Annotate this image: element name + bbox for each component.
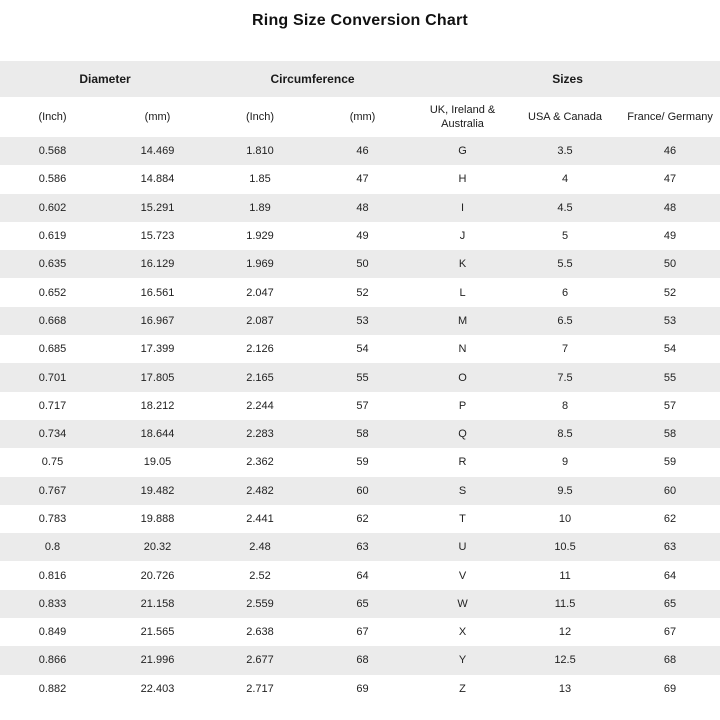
cell-size-usa-canada: 4 xyxy=(561,173,569,186)
cell-size-uk-ireland-australia: M xyxy=(457,314,468,327)
cell-diameter-inch: 0.652 xyxy=(38,286,67,299)
cell-circumference-inch: 2.559 xyxy=(246,597,274,610)
cell-size-uk-ireland-australia: N xyxy=(458,343,467,356)
cell-circumference-mm: 62 xyxy=(356,513,369,525)
cell-circumference-mm: 54 xyxy=(356,343,369,356)
cell-circumference-mm: 68 xyxy=(356,654,369,667)
cell-circumference-inch: 2.677 xyxy=(246,654,274,667)
column-header-row xyxy=(0,97,720,137)
cell-size-usa-canada: 7.5 xyxy=(557,371,573,384)
cell-diameter-mm: 19.482 xyxy=(140,484,175,497)
cell-size-uk-ireland-australia: G xyxy=(458,145,467,158)
group-header-circumference: Circumference xyxy=(210,61,415,97)
table-row xyxy=(0,363,720,391)
cell-size-france-germany: 50 xyxy=(663,258,677,271)
cell-size-uk-ireland-australia: Z xyxy=(459,682,466,695)
cell-size-france-germany: 58 xyxy=(663,428,677,441)
cell-diameter-inch: 0.635 xyxy=(38,258,67,271)
cell-size-france-germany: 65 xyxy=(663,597,677,610)
table-row xyxy=(0,165,720,193)
cell-circumference-mm: 50 xyxy=(356,258,369,271)
cell-diameter-inch: 0.833 xyxy=(38,597,67,610)
cell-diameter-inch: 0.816 xyxy=(38,569,67,582)
column-header-size-usa-canada: USA & Canada xyxy=(510,97,620,137)
cell-size-france-germany: 59 xyxy=(663,456,677,469)
cell-diameter-mm: 19.888 xyxy=(140,513,175,525)
cell-diameter-inch: 0.701 xyxy=(38,371,67,384)
cell-diameter-inch: 0.717 xyxy=(38,399,67,412)
table-row xyxy=(0,533,720,561)
table-row xyxy=(0,675,720,703)
cell-size-usa-canada: 10.5 xyxy=(554,541,576,554)
cell-circumference-inch: 1.929 xyxy=(246,230,274,243)
cell-diameter-inch: 0.767 xyxy=(38,484,67,497)
cell-size-uk-ireland-australia: Q xyxy=(458,428,467,441)
cell-circumference-inch: 1.89 xyxy=(249,201,271,214)
cell-diameter-mm: 21.158 xyxy=(140,597,175,610)
cell-circumference-mm: 55 xyxy=(356,371,369,384)
cell-diameter-mm: 16.129 xyxy=(140,258,175,271)
cell-circumference-mm: 53 xyxy=(356,314,369,327)
cell-diameter-mm: 19.05 xyxy=(143,456,172,469)
cell-size-usa-canada: 9.5 xyxy=(557,484,573,497)
cell-circumference-inch: 2.244 xyxy=(246,399,274,412)
cell-circumference-mm: 69 xyxy=(356,682,369,695)
cell-size-usa-canada: 11 xyxy=(559,569,571,582)
ring-size-conversion-table xyxy=(0,61,720,703)
cell-size-france-germany: 68 xyxy=(663,654,677,667)
cell-size-uk-ireland-australia: U xyxy=(458,541,467,554)
table-header xyxy=(0,61,720,137)
cell-size-france-germany: 55 xyxy=(663,371,677,384)
cell-diameter-inch: 0.783 xyxy=(38,513,67,525)
cell-size-usa-canada: 5 xyxy=(561,230,569,243)
cell-diameter-mm: 20.726 xyxy=(140,569,175,582)
table-row xyxy=(0,505,720,533)
cell-circumference-mm: 57 xyxy=(356,399,369,412)
cell-circumference-inch: 2.165 xyxy=(246,371,274,384)
cell-circumference-inch: 2.482 xyxy=(246,484,274,497)
cell-size-usa-canada: 12 xyxy=(558,626,572,639)
cell-circumference-inch: 2.52 xyxy=(249,569,271,582)
cell-circumference-inch: 2.638 xyxy=(246,626,274,639)
table-row xyxy=(0,477,720,505)
table-row xyxy=(0,307,720,335)
cell-size-uk-ireland-australia: L xyxy=(459,286,466,299)
cell-size-usa-canada: 5.5 xyxy=(557,258,573,271)
cell-diameter-inch: 0.75 xyxy=(41,456,64,469)
cell-diameter-mm: 16.561 xyxy=(140,286,175,299)
group-header-sizes: Sizes xyxy=(415,61,720,97)
cell-size-uk-ireland-australia: P xyxy=(458,399,467,412)
table-row xyxy=(0,222,720,250)
cell-diameter-mm: 15.723 xyxy=(140,230,175,243)
cell-diameter-mm: 14.884 xyxy=(140,173,175,186)
cell-size-usa-canada: 10 xyxy=(558,513,572,525)
cell-size-france-germany: 48 xyxy=(663,201,677,214)
cell-circumference-inch: 2.48 xyxy=(249,541,271,554)
page-title: Ring Size Conversion Chart xyxy=(252,12,468,29)
cell-diameter-inch: 0.8 xyxy=(44,541,61,554)
cell-size-france-germany: 53 xyxy=(663,314,677,327)
cell-size-uk-ireland-australia: W xyxy=(457,597,468,610)
column-header-diameter-mm: (mm) xyxy=(105,97,210,137)
cell-size-uk-ireland-australia: Y xyxy=(458,654,467,667)
cell-size-france-germany: 57 xyxy=(663,399,677,412)
cell-diameter-mm: 20.32 xyxy=(143,541,172,554)
cell-circumference-mm: 67 xyxy=(356,626,369,639)
cell-size-uk-ireland-australia: R xyxy=(458,456,467,469)
cell-diameter-mm: 17.399 xyxy=(140,343,175,356)
table-row xyxy=(0,420,720,448)
cell-size-uk-ireland-australia: V xyxy=(458,569,467,582)
cell-size-usa-canada: 8 xyxy=(561,399,569,412)
table-row xyxy=(0,194,720,222)
cell-circumference-mm: 59 xyxy=(356,456,369,469)
cell-size-usa-canada: 6 xyxy=(561,286,569,299)
cell-diameter-inch: 0.668 xyxy=(38,314,67,327)
table-body xyxy=(0,137,720,703)
cell-size-france-germany: 49 xyxy=(663,230,677,243)
cell-diameter-inch: 0.734 xyxy=(38,428,67,441)
cell-diameter-inch: 0.866 xyxy=(38,654,67,667)
cell-size-uk-ireland-australia: O xyxy=(458,371,467,384)
cell-size-france-germany: 62 xyxy=(663,513,677,525)
cell-diameter-mm: 17.805 xyxy=(140,371,175,384)
cell-circumference-inch: 2.047 xyxy=(246,286,274,299)
cell-size-uk-ireland-australia: J xyxy=(459,230,466,243)
cell-diameter-mm: 14.469 xyxy=(140,145,175,158)
cell-size-usa-canada: 13 xyxy=(558,682,572,695)
cell-diameter-mm: 18.644 xyxy=(140,428,175,441)
cell-diameter-mm: 16.967 xyxy=(140,314,175,327)
cell-diameter-mm: 15.291 xyxy=(140,201,175,214)
column-header-circumference-mm: (mm) xyxy=(310,97,415,137)
cell-size-uk-ireland-australia: S xyxy=(458,484,467,497)
group-header-row xyxy=(0,61,720,97)
cell-diameter-inch: 0.602 xyxy=(38,201,67,214)
cell-size-uk-ireland-australia: K xyxy=(458,258,467,271)
table-row xyxy=(0,278,720,306)
column-header-size-france-germany: France/ Germany xyxy=(620,97,720,137)
cell-diameter-mm: 21.996 xyxy=(140,654,175,667)
cell-diameter-inch: 0.882 xyxy=(38,682,67,695)
cell-size-france-germany: 54 xyxy=(663,343,677,356)
cell-circumference-mm: 49 xyxy=(356,230,369,243)
column-header-size-uk-ireland-australia: UK, Ireland & Australia xyxy=(415,97,510,137)
cell-size-uk-ireland-australia: I xyxy=(461,201,465,214)
cell-circumference-mm: 52 xyxy=(356,286,369,299)
cell-size-uk-ireland-australia: X xyxy=(458,626,467,639)
table-row xyxy=(0,618,720,646)
table-row xyxy=(0,250,720,278)
cell-size-france-germany: 52 xyxy=(663,286,677,299)
group-header-diameter: Diameter xyxy=(0,61,210,97)
cell-size-france-germany: 69 xyxy=(663,682,677,695)
cell-circumference-inch: 1.969 xyxy=(246,258,274,271)
table-row xyxy=(0,137,720,165)
cell-size-uk-ireland-australia: T xyxy=(459,513,466,525)
cell-size-usa-canada: 12.5 xyxy=(554,654,576,667)
cell-diameter-inch: 0.568 xyxy=(38,145,67,158)
cell-size-usa-canada: 8.5 xyxy=(557,428,573,441)
cell-size-usa-canada: 3.5 xyxy=(557,145,573,158)
cell-diameter-mm: 18.212 xyxy=(140,399,175,412)
table-row xyxy=(0,392,720,420)
cell-size-france-germany: 67 xyxy=(663,626,677,639)
table-row xyxy=(0,646,720,674)
cell-size-france-germany: 63 xyxy=(663,541,677,554)
cell-size-france-germany: 46 xyxy=(663,145,677,158)
cell-circumference-inch: 2.362 xyxy=(246,456,274,469)
cell-size-usa-canada: 6.5 xyxy=(557,314,573,327)
table-row xyxy=(0,448,720,476)
cell-diameter-mm: 21.565 xyxy=(140,626,175,639)
column-header-diameter-inch: (Inch) xyxy=(0,97,105,137)
cell-circumference-inch: 1.85 xyxy=(249,173,271,186)
cell-circumference-inch: 1.810 xyxy=(246,145,274,158)
column-header-circumference-inch: (Inch) xyxy=(210,97,310,137)
cell-diameter-inch: 0.685 xyxy=(38,343,67,356)
cell-size-uk-ireland-australia: H xyxy=(458,173,467,186)
cell-circumference-mm: 60 xyxy=(356,484,369,497)
cell-size-france-germany: 60 xyxy=(663,484,677,497)
cell-circumference-mm: 64 xyxy=(356,569,369,582)
cell-circumference-mm: 48 xyxy=(356,201,369,214)
cell-size-usa-canada: 11.5 xyxy=(554,597,576,610)
cell-diameter-inch: 0.849 xyxy=(38,626,67,639)
cell-circumference-mm: 46 xyxy=(356,145,369,158)
cell-size-usa-canada: 7 xyxy=(561,343,569,356)
cell-circumference-mm: 47 xyxy=(356,173,369,186)
cell-circumference-mm: 58 xyxy=(356,428,369,441)
cell-circumference-mm: 65 xyxy=(356,597,369,610)
cell-diameter-inch: 0.586 xyxy=(38,173,67,186)
cell-diameter-mm: 22.403 xyxy=(140,682,175,695)
cell-circumference-inch: 2.087 xyxy=(246,314,274,327)
table-row xyxy=(0,590,720,618)
cell-size-france-germany: 47 xyxy=(663,173,677,186)
table-row xyxy=(0,561,720,589)
cell-circumference-inch: 2.126 xyxy=(246,343,274,356)
cell-circumference-inch: 2.441 xyxy=(246,513,274,525)
cell-circumference-mm: 63 xyxy=(356,541,369,554)
cell-size-france-germany: 64 xyxy=(663,569,677,582)
cell-diameter-inch: 0.619 xyxy=(38,230,67,243)
cell-circumference-inch: 2.283 xyxy=(246,428,274,441)
table-row xyxy=(0,335,720,363)
cell-size-usa-canada: 9 xyxy=(561,456,569,469)
cell-size-usa-canada: 4.5 xyxy=(557,201,573,214)
cell-circumference-inch: 2.717 xyxy=(246,682,274,695)
